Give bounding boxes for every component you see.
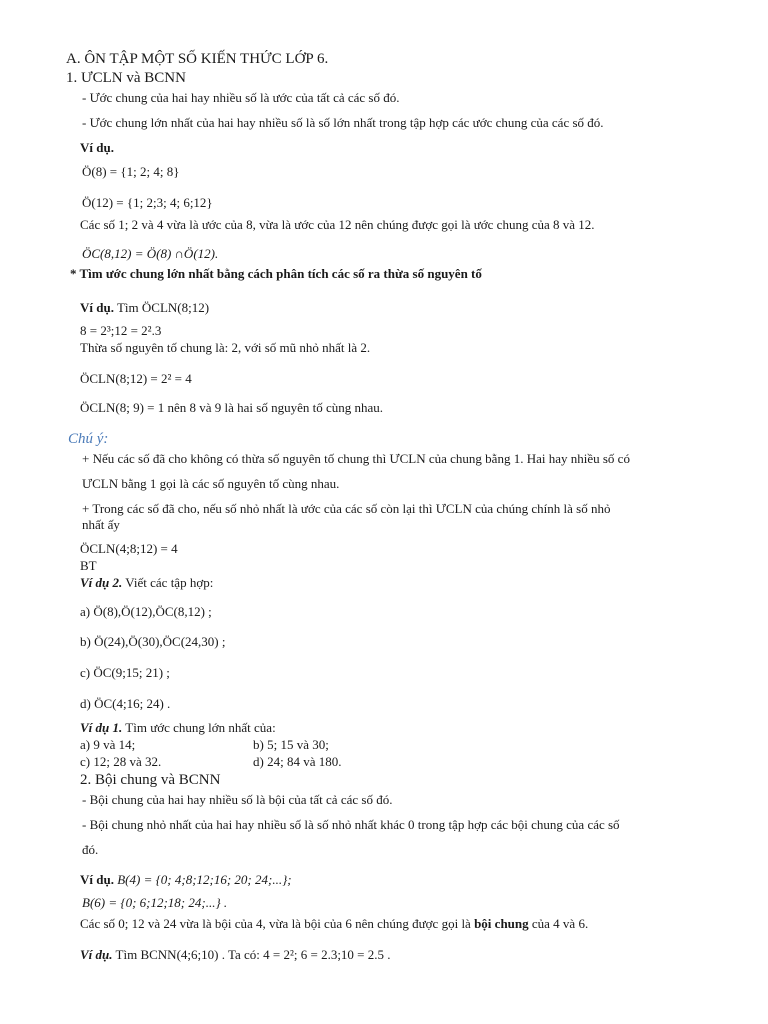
- gcd-4-8-12: ÖCLN(4;8;12) = 4: [80, 541, 178, 556]
- example-find-gcd-label: Ví dụ.: [80, 300, 114, 315]
- example-2-item-c: c) ÖC(9;15; 21) ;: [80, 665, 170, 680]
- example-1-item-d: d) 24; 84 và 180.: [253, 754, 342, 769]
- note-title: Chú ý:: [68, 431, 109, 447]
- note-2-line-2: nhất ấy: [82, 517, 120, 532]
- example-2: [80, 575, 213, 591]
- example-1-text: Tìm ước chung lớn nhất của:: [125, 720, 276, 735]
- definition-common-multiple: - Bội chung của hai hay nhiều số là bội của tất cả các số đó.: [82, 792, 393, 807]
- example-multiples-4: [80, 872, 292, 888]
- example-2-item-d: d) ÖC(4;16; 24) .: [80, 696, 171, 711]
- gcd-8-9: ÖCLN(8; 9) = 1 nên 8 và 9 là hai số nguyên tố cùng nhau.: [80, 400, 384, 415]
- example-multiples-6: B(6) = {0; 6;12;18; 24;...} .: [82, 895, 228, 910]
- note-2-line-1: + Trong các số đã cho, nếu số nhỏ nhất là ước của các số còn lại thì ƯCLN của chúng chính là số nhỏ: [82, 501, 611, 516]
- example-explanation: Các số 1; 2 và 4 vừa là ước của 8, vừa là ước của 12 nên chúng được gọi là ước chung của 8 và 12.: [80, 217, 595, 232]
- example-2-label: Ví dụ 2.: [80, 575, 123, 590]
- example-divisors-8: Ö(8) = {1; 2; 4; 8}: [82, 164, 180, 179]
- example-find-lcm: [80, 947, 391, 963]
- example-1-label: Ví dụ 1.: [80, 720, 123, 735]
- explanation-end: của 4 và 6.: [531, 916, 589, 931]
- section-2-title: 2. Bội chung và BCNN: [80, 772, 221, 788]
- example-multiples-label: Ví dụ.: [80, 872, 114, 887]
- prime-factorization: 8 = 2³;12 = 2².3: [80, 323, 162, 338]
- example-2-text: Viết các tập hợp:: [125, 575, 214, 590]
- note-1-line-2: ƯCLN bằng 1 gọi là các số nguyên tố cùng nhau.: [82, 476, 340, 491]
- example-1-item-c: c) 12; 28 và 32.: [80, 754, 162, 769]
- explanation-start: Các số 0; 12 và 24 vừa là bội của 4, vừa là bội của 6 nên chúng được gọi là: [80, 916, 471, 931]
- definition-gcd: - Ước chung lớn nhất của hai hay nhiều số là số lớn nhất trong tập hợp các ước chung của các số đó.: [82, 115, 604, 130]
- example-1-item-b: b) 5; 15 và 30;: [253, 737, 329, 752]
- example-divisors-12: Ö(12) = {1; 2;3; 4; 6;12}: [82, 195, 213, 210]
- page-heading: A. ÔN TẬP MỘT SỐ KIẾN THỨC LỚP 6.: [66, 51, 329, 67]
- example-label: Ví dụ.: [80, 140, 114, 155]
- common-prime-factor: Thừa số nguyên tố chung là: 2, với số mũ nhỏ nhất là 2.: [80, 340, 371, 355]
- example-1-item-a: a) 9 và 14;: [80, 737, 136, 752]
- example-find-gcd-text: Tìm ÖCLN(8;12): [116, 300, 210, 315]
- note-1-line-1: + Nếu các số đã cho không có thừa số nguyên tố chung thì ƯCLN của chung bằng 1. Hai hay nhiều số có: [82, 451, 630, 466]
- definition-lcm-line-2: đó.: [82, 842, 99, 857]
- example-common-divisors: ÖC(8,12) = Ö(8) ∩Ö(12).: [82, 246, 219, 261]
- method-heading: * Tìm ước chung lớn nhất bằng cách phân tích các số ra thừa số nguyên tố: [70, 266, 482, 281]
- example-multiples-explanation: [80, 916, 588, 932]
- exercise-label: BT: [80, 558, 97, 573]
- example-1: [80, 720, 276, 736]
- definition-lcm-line-1: - Bội chung nhỏ nhất của hai hay nhiều số là số nhỏ nhất khác 0 trong tập hợp các bội chung của các số: [82, 817, 620, 832]
- gcd-8-12: ÖCLN(8;12) = 2² = 4: [80, 371, 192, 386]
- example-find-lcm-label: Ví dụ.: [80, 947, 113, 962]
- example-find-gcd: [80, 300, 209, 316]
- explanation-bold-term: bội chung: [474, 916, 529, 931]
- example-2-item-b: b) Ö(24),Ö(30),ÖC(24,30) ;: [80, 634, 226, 649]
- section-1-title: 1. ƯCLN và BCNN: [66, 70, 186, 86]
- example-find-lcm-text: Tìm BCNN(4;6;10) . Ta có: 4 = 2²; 6 = 2.3;10 = 2.5 .: [115, 947, 391, 962]
- definition-common-divisor: - Ước chung của hai hay nhiều số là ước của tất cả các số đó.: [82, 90, 400, 105]
- example-multiples-4-text: B(4) = {0; 4;8;12;16; 20; 24;...};: [117, 872, 292, 887]
- example-2-item-a: a) Ö(8),Ö(12),ÖC(8,12) ;: [80, 604, 212, 619]
